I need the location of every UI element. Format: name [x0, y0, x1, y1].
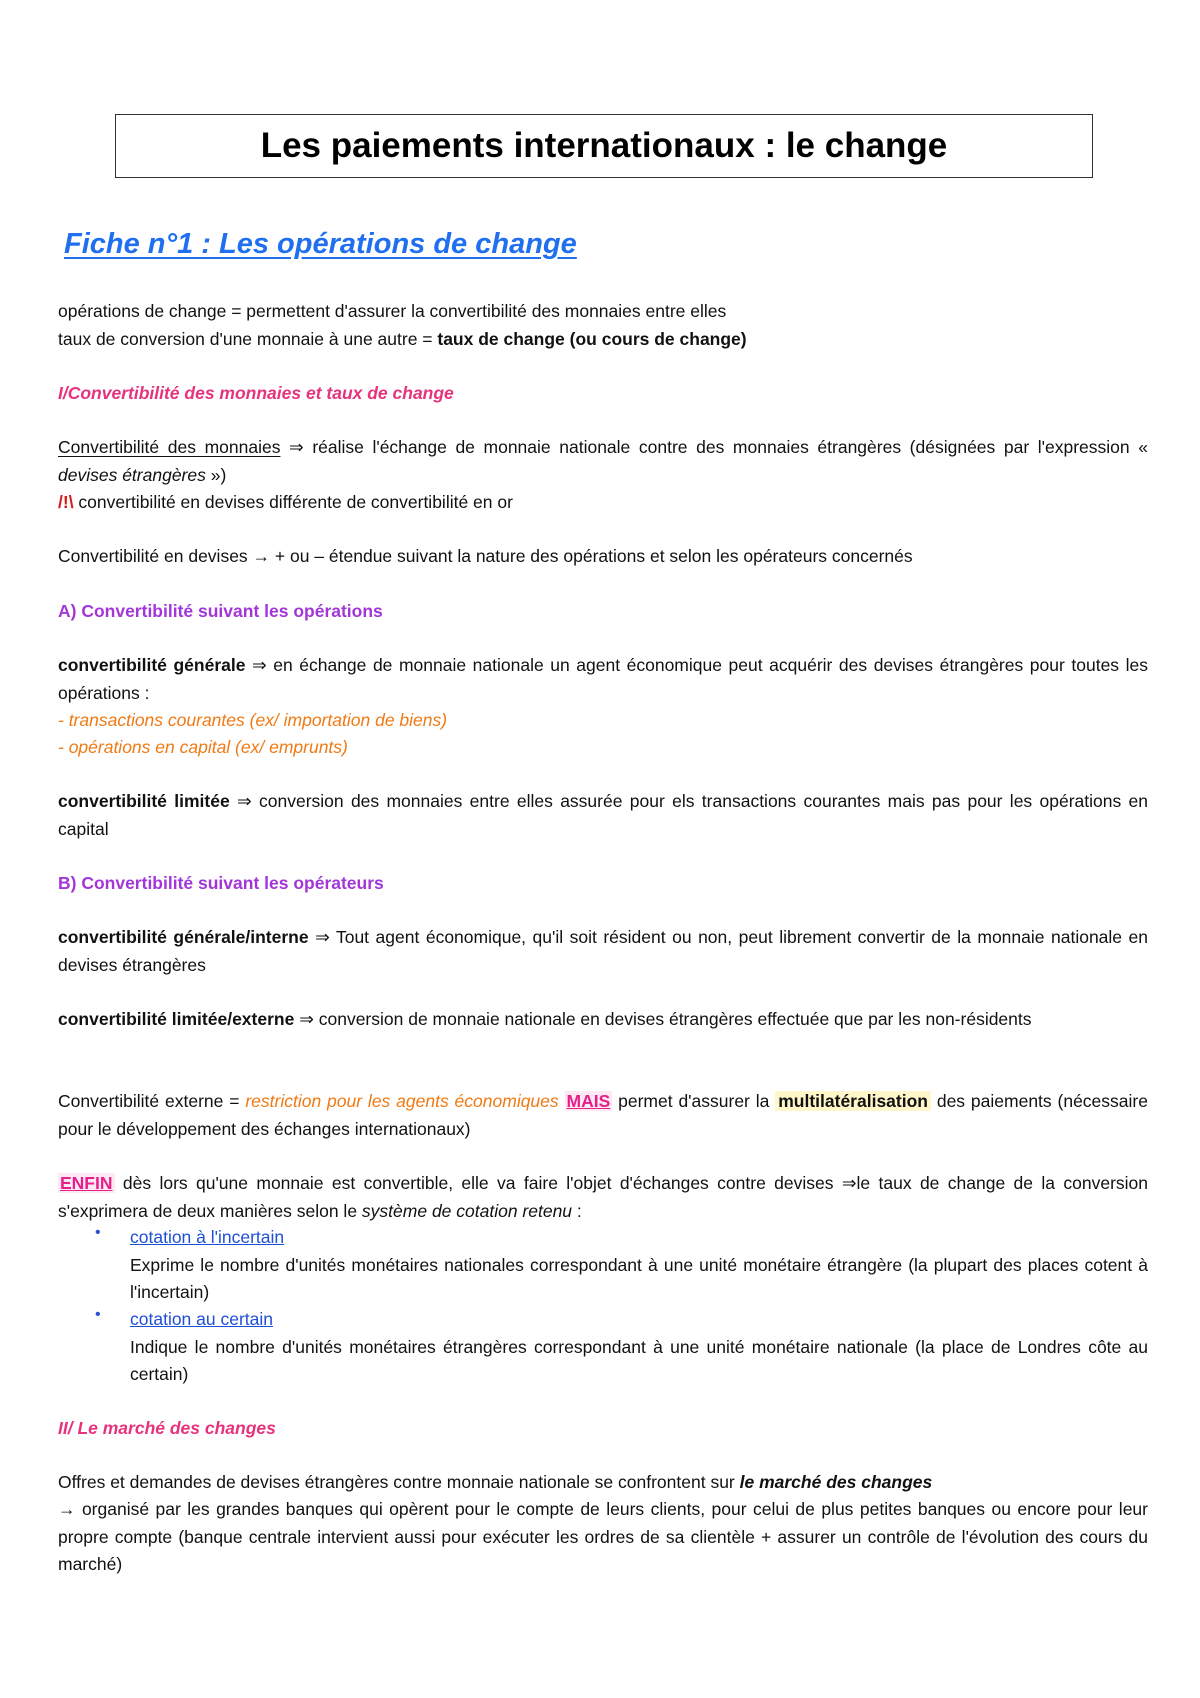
sb-limitee: convertibilité limitée/externe ⇒ conversion de monnaie nationale en devises étrangères effectuée que par les non-résidents: [58, 1009, 1032, 1029]
section-a-heading: A) Convertibilité suivant les opérations: [58, 601, 383, 621]
sa-limitee: convertibilité limitée ⇒ conversion des monnaies entre elles assurée pour els transactions courantes mais pas pour les opérations en capital: [58, 791, 1149, 839]
s2-paragraph-2: → organisé par les grandes banques qui opèrent pour le compte de leurs clients, pour celui de plus petites banques ou encore pour leur propre compte (banque centrale intervient aussi pour exécuter les ordres de sa clientèle + assurer un contrôle de l'évolution des cours du marché): [58, 1499, 1148, 1574]
bullet-icon: •: [95, 1224, 101, 1241]
section-1-heading: I/Convertibilité des monnaies et taux de change: [58, 383, 454, 403]
s1-warning: /!\ convertibilité en devises différente de convertibilité en or: [58, 492, 513, 512]
title-box: [115, 114, 1093, 178]
section-b-heading: B) Convertibilité suivant les opérateurs: [58, 873, 384, 893]
sb-enfin: ENFIN dès lors qu'une monnaie est convertible, elle va faire l'objet d'échanges contre devises ⇒le taux de change de la conversion s'exprimera de deux manières selon le système de cotation retenu :: [58, 1173, 1148, 1221]
sa-item-2: - opérations en capital (ex/ emprunts): [58, 737, 348, 757]
s2-paragraph-1: Offres et demandes de devises étrangères contre monnaie nationale se confrontent sur le marché des changes: [58, 1472, 933, 1492]
sb-generale: convertibilité générale/interne ⇒ Tout agent économique, qu'il soit résident ou non, peut librement convertir de la monnaie nationale en devises étrangères: [58, 927, 1148, 975]
intro-line-1: opérations de change = permettent d'assurer la convertibilité des monnaies entre elles: [58, 301, 727, 321]
fiche-heading: Fiche n°1 : Les opérations de change: [64, 228, 577, 260]
s1-paragraph-1: Convertibilité des monnaies ⇒ réalise l'échange de monnaie nationale contre des monnaies étrangères (désignées par l'expression « devises étrangères »): [58, 437, 1148, 485]
bullet-icon: •: [95, 1306, 101, 1323]
page-title: Les paiements internationaux : le change: [260, 126, 948, 165]
section-2-heading: II/ Le marché des changes: [58, 1418, 276, 1438]
bullet-item-incertain: cotation à l'incertain Exprime le nombre d'unités monétaires nationales correspondant à une unité monétaire étrangère (la plupart des places cotent à l'incertain): [130, 1227, 1148, 1302]
s1-paragraph-2: Convertibilité en devises → + ou – étendue suivant la nature des opérations et selon les opérateurs concernés: [58, 546, 913, 566]
sb-externe: Convertibilité externe = restriction pour les agents économiques MAIS permet d'assurer la multilatéralisation des paiements (nécessaire pour le développement des échanges internationaux): [58, 1091, 1148, 1139]
warning-icon: /!\: [58, 492, 74, 512]
link-cotation-incertain[interactable]: cotation à l'incertain: [130, 1227, 285, 1247]
link-cotation-certain[interactable]: cotation au certain: [130, 1309, 274, 1329]
bullet-item-certain: cotation au certain Indique le nombre d'unités monétaires étrangères correspondant à une unité monétaire nationale (la place de Londres côte au certain): [130, 1309, 1148, 1384]
sa-generale: convertibilité générale ⇒ en échange de monnaie nationale un agent économique peut acquérir des devises étrangères pour toutes les opérations :: [58, 655, 1148, 703]
intro-block: [58, 298, 1148, 353]
intro-line-2: taux de conversion d'une monnaie à une autre = taux de change (ou cours de change): [58, 328, 747, 349]
sa-item-1: - transactions courantes (ex/ importation de biens): [58, 710, 448, 730]
